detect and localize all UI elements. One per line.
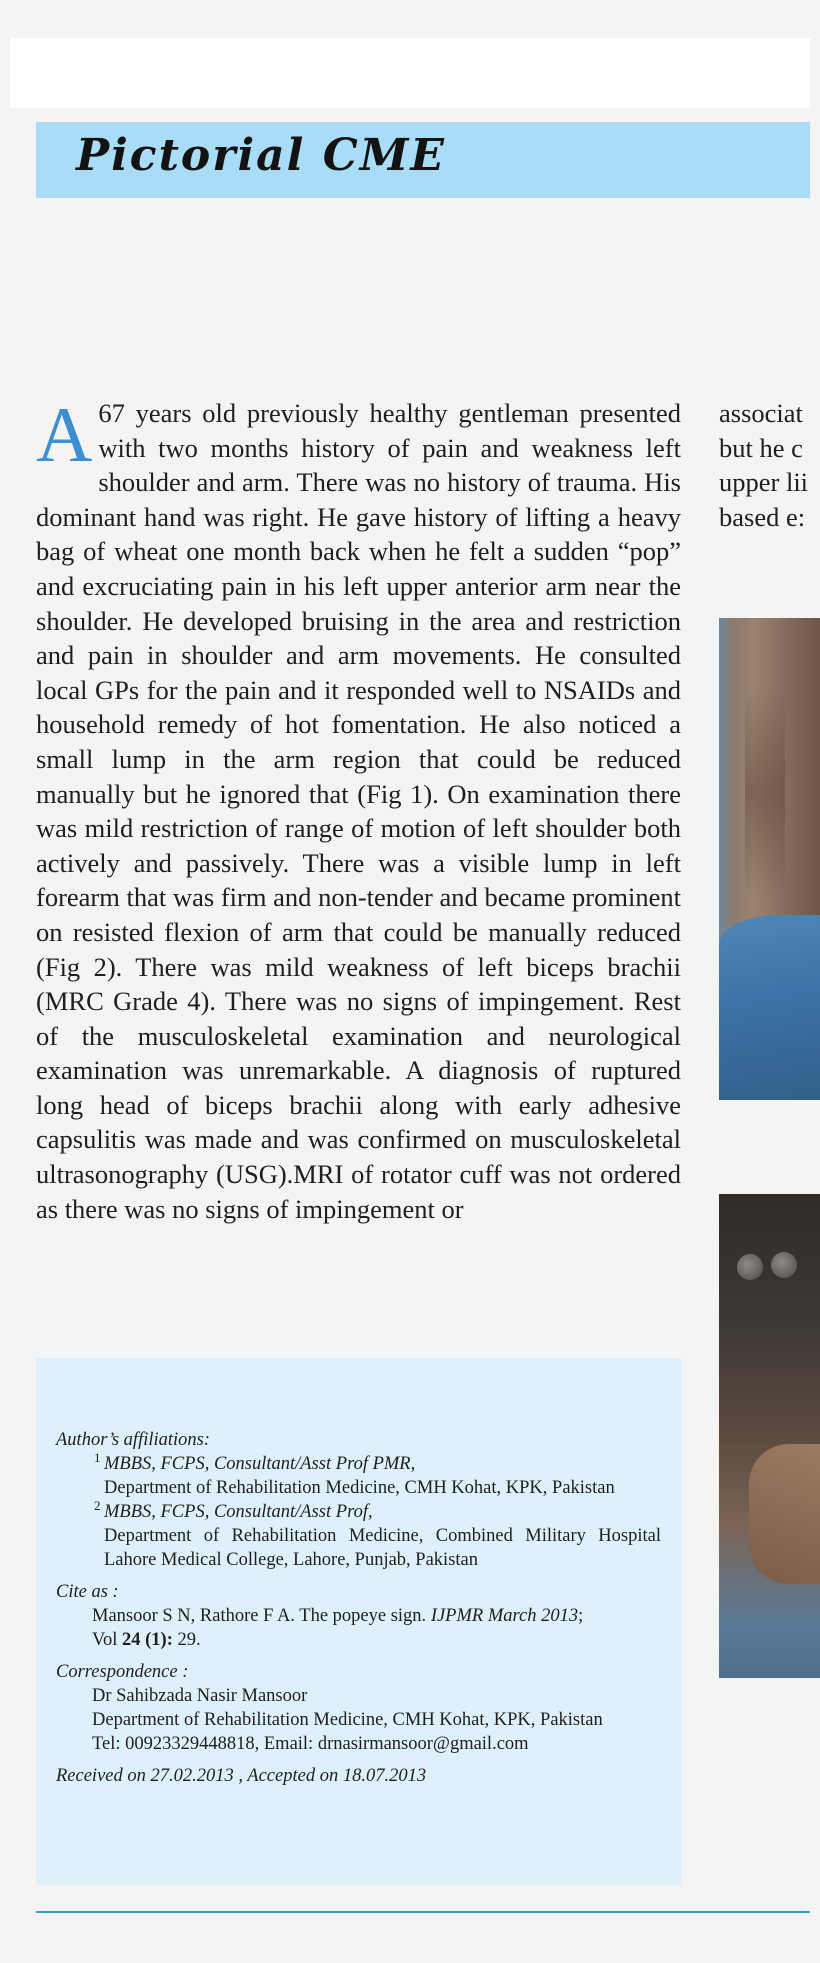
article-paragraph: 67 years old previously healthy gentleman presented with two months history of pain and weakness left shoulder and arm. There was no history of trauma. His dominant hand was right. He gave history of lifting a heavy bag of wheat one month back when he felt a sudden “pop” and excruciating pain in his left upper anterior arm near the shoulder. He developed bruising in the area and restriction and pain in shoulder and arm movements. He consulted local GPs for the pain and it responded well to NSAIDs and household remedy of hot fomentation. He also noticed a small lump in the arm region that could be reduced manually but he ignored that (Fig 1). On examination there was mild restriction of range of motion of left shoulder both actively and passively. There was a visible lump in left forearm that was firm and non-tender and became prominent on resisted flexion of arm that could be manually reduced (Fig 2). There was mild weakness of left biceps brachii (MRC Grade 4). There was no signs of impingement. Rest of the musculoskeletal examination and neurological examination was unremarkable. A diagnosis of ruptured long head of biceps brachii along with early adhesive capsulitis was made and was confirmed on musculoskeletal ultrasonography (USG).MRI of rotator cuff was not ordered as there was no signs of impingement or [36,398,681,1224]
cite-label: Cite as : [56,1582,119,1602]
arm-shape [749,1444,820,1584]
affiliation-number: 2 [94,1498,101,1513]
citation-journal: IJPMR March 2013 [430,1606,579,1626]
section-title: Pictorial CME [76,130,446,181]
second-column-fragment [719,396,820,534]
section-header-bar [36,122,810,198]
affiliation-item [56,1500,661,1572]
col2-line: based e: [719,501,806,532]
correspondence-contact: Tel: 00923329448818, Email: drnasirmansoor@gmail.com [92,1734,529,1754]
affiliations-box [36,1358,681,1885]
col2-line: associat [719,398,803,428]
correspondence-name: Dr Sahibzada Nasir Mansoor [92,1686,308,1706]
figure-1-photo [719,618,820,1100]
door-knob-shape [737,1254,763,1280]
citation-pages: 29. [177,1630,201,1650]
bottom-rule [36,1911,810,1913]
citation [56,1604,661,1652]
affiliations-label: Author’s affiliations: [56,1430,211,1450]
citation-volume-prefix: Vol [92,1630,118,1650]
arm-shadow [745,688,785,898]
affiliation-department: Department of Rehabilitation Medicine, Combined Military Hospital Lahore Medical College, Lahore, Punjab, Pakistan [104,1526,661,1570]
citation-separator: ; [578,1606,584,1626]
affiliations-content [56,1428,661,1788]
article-body [36,391,681,1226]
col2-line: upper lii [719,467,809,498]
col2-line: but he c [719,432,803,463]
affiliation-credentials: MBBS, FCPS, Consultant/Asst Prof, [104,1502,373,1522]
citation-volume-issue: 24 (1): [122,1630,173,1650]
affiliation-number: 1 [94,1450,101,1465]
drop-cap: A [36,391,93,478]
correspondence-department: Department of Rehabilitation Medicine, CMH Kohat, KPK, Pakistan [92,1710,603,1730]
door-knob-shape [771,1252,797,1278]
received-accepted-dates: Received on 27.02.2013 , Accepted on 18.07.2013 [56,1766,427,1786]
top-blank-strip [10,38,810,108]
correspondence-label: Correspondence : [56,1662,189,1682]
blue-cloth [719,915,820,1100]
figure-2-photo [719,1194,820,1678]
citation-authors: Mansoor S N, Rathore F A. The popeye sign. [92,1606,427,1626]
affiliation-department: Department of Rehabilitation Medicine, CMH Kohat, KPK, Pakistan [104,1478,615,1498]
affiliation-credentials: MBBS, FCPS, Consultant/Asst Prof PMR, [104,1454,416,1474]
correspondence-block [56,1684,661,1756]
affiliation-item [56,1452,661,1500]
